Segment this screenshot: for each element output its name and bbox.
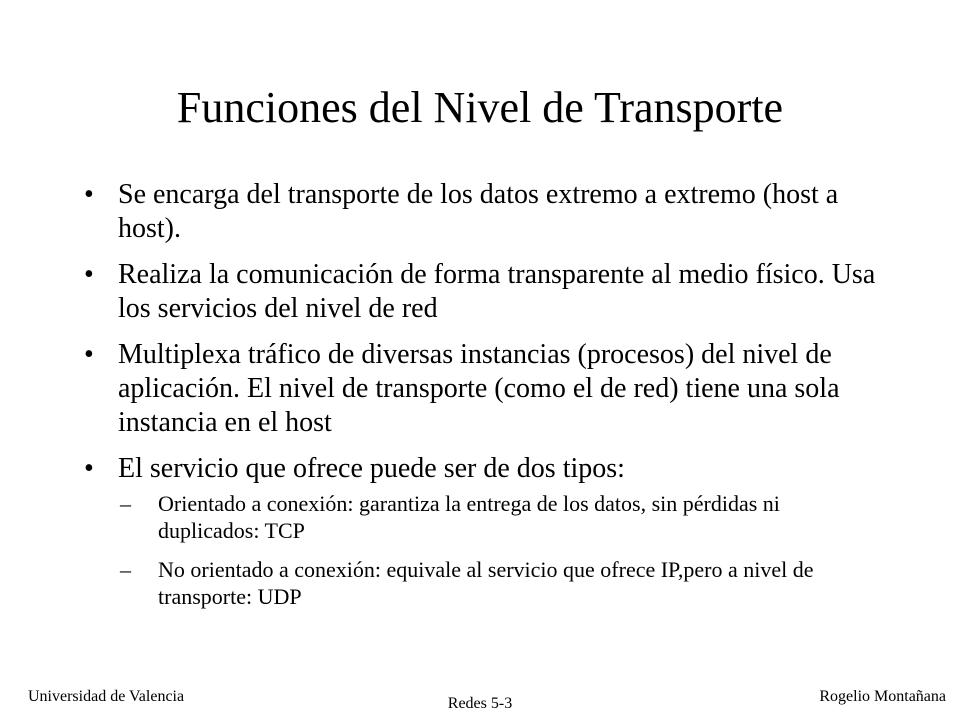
bullet-item xyxy=(80,178,880,246)
sub-bullet-text: Orientado a conexión: garantiza la entrega de los datos, sin pérdidas ni duplicados: TCP xyxy=(158,491,780,543)
sub-bullet-item xyxy=(120,556,880,610)
sub-bullet-marker: – xyxy=(120,491,131,516)
bullet-text: Multiplexa tráfico de diversas instancias (procesos) del nivel de aplicación. El nivel de transporte (como el de red) tiene una sola instancia en el host xyxy=(118,339,840,438)
bullet-item xyxy=(80,258,880,326)
sub-bullet-marker: – xyxy=(120,557,131,582)
footer-author: Rogelio Montañana xyxy=(819,688,946,705)
slide-title: Funciones del Nivel de Transporte xyxy=(176,83,784,132)
bullet-list xyxy=(80,178,880,622)
sub-bullet-item xyxy=(120,490,880,544)
bullet-item xyxy=(80,452,880,610)
footer-slide-number: Redes 5-3 xyxy=(447,695,513,712)
bullet-item xyxy=(80,338,880,440)
bullet-marker: • xyxy=(84,453,94,484)
sub-bullet-text: No orientado a conexión: equivale al servicio que ofrece IP,pero a nivel de transporte: UDP xyxy=(158,557,814,609)
bullet-text: Se encarga del transporte de los datos extremo a extremo (host a host). xyxy=(118,179,839,244)
sub-bullet-list xyxy=(118,490,880,610)
bullet-marker: • xyxy=(84,179,94,210)
footer-institution: Universidad de Valencia xyxy=(28,688,185,705)
bullet-marker: • xyxy=(84,339,94,370)
bullet-text: Realiza la comunicación de forma transparente al medio físico. Usa los servicios del nivel de red xyxy=(118,259,876,324)
bullet-text: El servicio que ofrece puede ser de dos tipos: xyxy=(118,453,625,484)
bullet-marker: • xyxy=(84,259,94,290)
